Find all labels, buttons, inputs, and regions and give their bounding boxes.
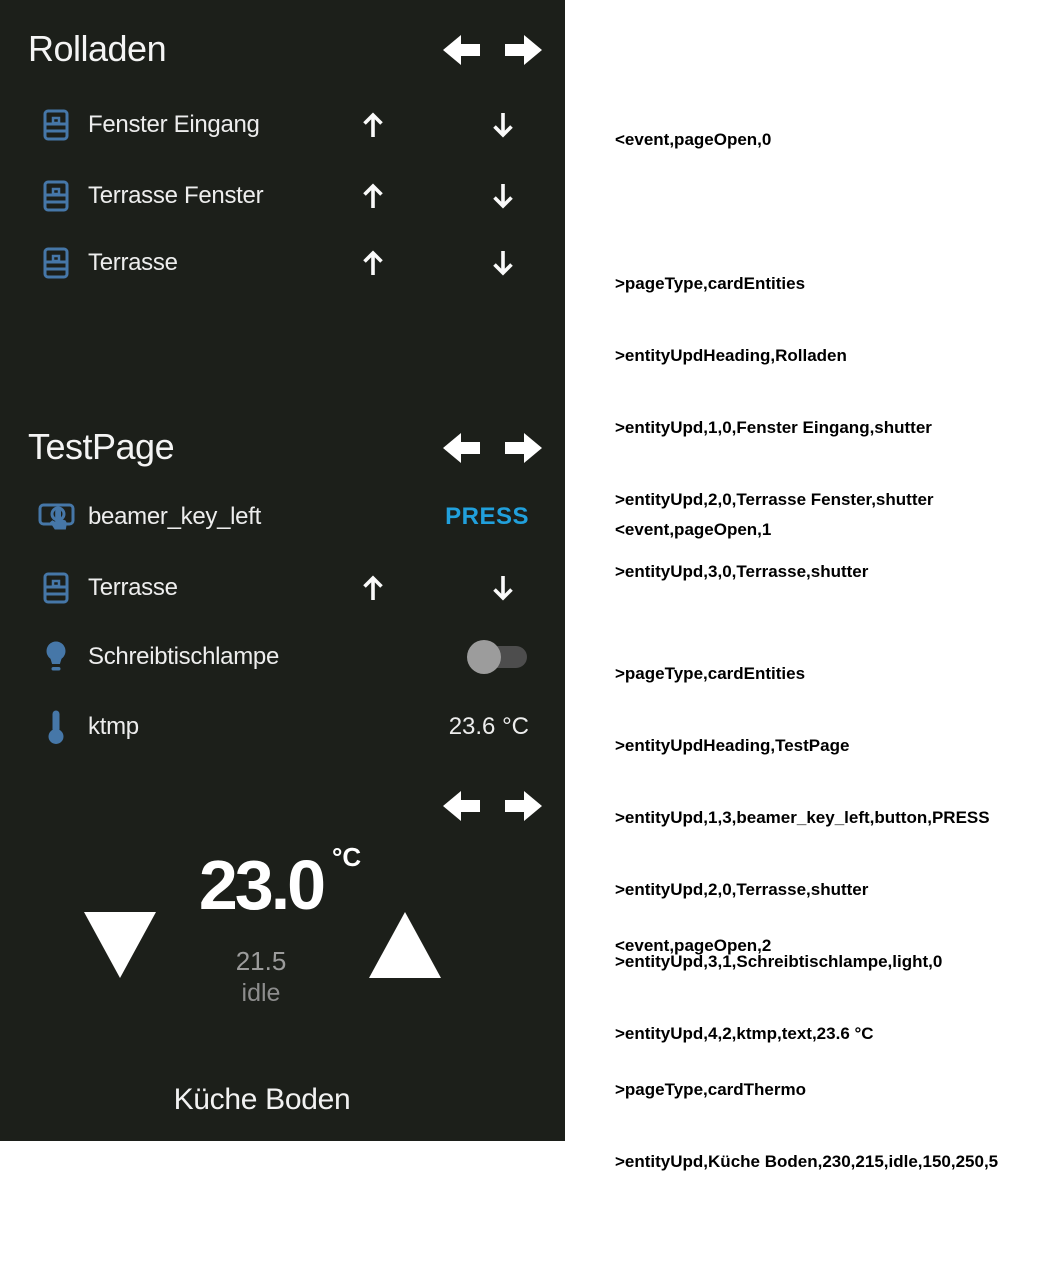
window-shutter-icon [38, 180, 74, 212]
entity-row [0, 90, 565, 160]
arrow-up-icon [361, 249, 385, 277]
arrow-right-icon [505, 789, 543, 823]
press-button[interactable]: PRESS [445, 503, 529, 530]
arrow-right-icon [505, 33, 543, 67]
entity-row [0, 553, 565, 623]
entity-row [0, 692, 565, 762]
light-toggle[interactable] [467, 639, 527, 675]
arrow-down-icon [491, 574, 515, 602]
shutter-up-button[interactable] [361, 574, 385, 602]
nav-prev-button[interactable] [442, 33, 480, 67]
target-temperature: 21.5 [235, 946, 287, 976]
arrow-up-icon [361, 182, 385, 210]
page-title: Rolladen [28, 28, 167, 69]
protocol-line: >pageType,cardThermo [615, 1080, 806, 1099]
entity-row [0, 161, 565, 231]
entity-name: ktmp [88, 713, 139, 740]
arrow-down-icon [491, 182, 515, 210]
protocol-line: >pageType,cardEntities [615, 274, 806, 293]
thermometer-icon [38, 709, 74, 745]
current-temperature: 23.0 [198, 846, 324, 924]
entity-row [0, 482, 565, 552]
entity-name: Terrasse Fenster [88, 182, 264, 209]
arrow-right-icon [505, 431, 543, 465]
arrow-left-icon [442, 789, 480, 823]
protocol-line: >entityUpd,4,2,ktmp,text,23.6 °C [615, 1024, 874, 1043]
shutter-down-button[interactable] [491, 182, 515, 210]
nav-next-button[interactable] [505, 789, 543, 823]
arrow-up-icon [361, 574, 385, 602]
window-shutter-icon [38, 109, 74, 141]
arrow-left-icon [442, 431, 480, 465]
nspanel-display-column [0, 0, 565, 1141]
arrow-up-icon [361, 111, 385, 139]
protocol-line: >entityUpdHeading,Rolladen [615, 346, 847, 365]
entity-name: Fenster Eingang [88, 111, 260, 138]
page-title: TestPage [28, 426, 175, 467]
shutter-down-button[interactable] [491, 574, 515, 602]
gesture-tap-button-icon [38, 499, 74, 535]
entity-name: Schreibtischlampe [88, 643, 279, 670]
entity-row [0, 228, 565, 298]
window-shutter-icon [38, 572, 74, 604]
shutter-down-button[interactable] [491, 249, 515, 277]
arrow-left-icon [442, 33, 480, 67]
protocol-line: >entityUpd,2,0,Terrasse Fenster,shutter [615, 490, 934, 509]
protocol-line: >entityUpd,1,0,Fenster Eingang,shutter [615, 418, 932, 437]
protocol-line: >entityUpd,1,3,beamer_key_left,button,PRESS [615, 808, 990, 827]
nav-next-button[interactable] [505, 33, 543, 67]
shutter-down-button[interactable] [491, 111, 515, 139]
nav-prev-button[interactable] [442, 431, 480, 465]
arrow-down-icon [491, 249, 515, 277]
nav-prev-button[interactable] [442, 789, 480, 823]
protocol-line: >entityUpd,3,0,Terrasse,shutter [615, 562, 869, 581]
entity-value: 23.6 °C [448, 713, 529, 740]
thermostat-name: Küche Boden [173, 1083, 351, 1116]
entity-name: Terrasse [88, 574, 178, 601]
shutter-up-button[interactable] [361, 182, 385, 210]
entity-name: beamer_key_left [88, 503, 261, 530]
temperature-unit: °C [332, 842, 362, 872]
protocol-line: <event,pageOpen,0 [615, 130, 772, 149]
toggle-knob [467, 640, 501, 674]
window-shutter-icon [38, 247, 74, 279]
protocol-line: >entityUpd,3,1,Schreibtischlampe,light,0 [615, 952, 943, 971]
shutter-up-button[interactable] [361, 111, 385, 139]
protocol-line: <event,pageOpen,1 [615, 520, 772, 539]
arrow-down-icon [491, 111, 515, 139]
entity-name: Terrasse [88, 249, 178, 276]
protocol-line: >entityUpd,2,0,Terrasse,shutter [615, 880, 869, 899]
protocol-line: >entityUpd,Küche Boden,230,215,idle,150,250,5 [615, 1152, 999, 1171]
lightbulb-icon [38, 640, 74, 674]
protocol-lines [615, 1030, 1035, 1222]
protocol-line: >pageType,cardEntities [615, 664, 806, 683]
hvac-state: idle [241, 979, 281, 1007]
nav-next-button[interactable] [505, 431, 543, 465]
protocol-line: <event,pageOpen,2 [615, 936, 772, 955]
shutter-up-button[interactable] [361, 249, 385, 277]
protocol-block-page2 [615, 886, 1035, 1270]
protocol-line: >entityUpdHeading,TestPage [615, 736, 850, 755]
entity-row [0, 622, 565, 692]
